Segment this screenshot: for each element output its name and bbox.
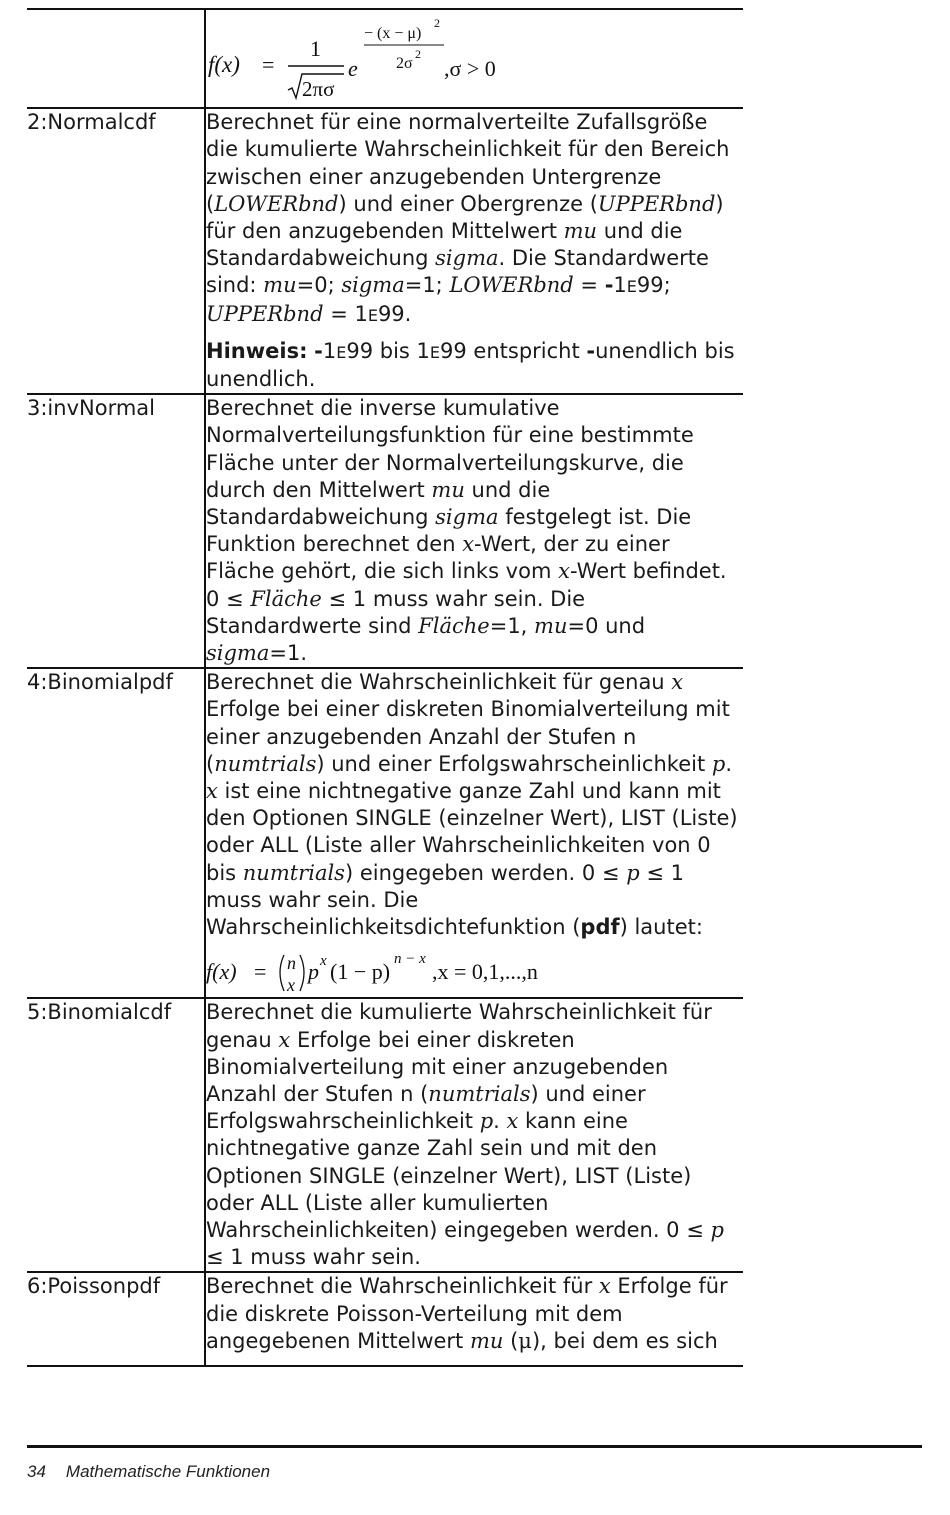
function-name-cell: 5:Binomialcdf bbox=[27, 998, 205, 1272]
description-cell bbox=[205, 998, 743, 1272]
note-paragraph: Hinweis: -1E99 bis 1E99 entspricht -unendlich bis unendlich. bbox=[206, 338, 735, 392]
formula-e: e bbox=[348, 56, 358, 81]
formula-exp-denominator: 2σ bbox=[396, 55, 413, 72]
page-footer bbox=[27, 1462, 270, 1482]
formula-tail: ,x = 0,1,...,n bbox=[432, 959, 538, 985]
chapter-title: Mathematische Funktionen bbox=[65, 1462, 271, 1481]
binom-bottom: x bbox=[287, 975, 295, 996]
table-row bbox=[27, 108, 743, 394]
formula-lhs: f(x) bbox=[206, 959, 237, 985]
table-row bbox=[27, 394, 743, 668]
table-row bbox=[27, 998, 743, 1272]
formula-eq: = bbox=[254, 959, 267, 985]
binom-top: n bbox=[287, 953, 296, 974]
function-name-cell bbox=[27, 9, 205, 108]
footer-rule bbox=[27, 1445, 922, 1448]
description-cell bbox=[205, 108, 743, 394]
function-description: Berechnet die inverse kumulative Normalverteilungsfunktion für eine bestimmte Fläche unter der Normalverteilungskurve, die durch den Mittelwert mu und die Standardabweichung sigma festgelegt ist. Die Funktion berechnet den x-Wert, der zu einer Fläche gehört, die sich links vom x-Wert befindet. 0 ≤ Fläche ≤ 1 muss wahr sein. Die Standardwerte sind Fläche=1, mu=0 und sigma=1. bbox=[206, 396, 727, 666]
description-cell bbox=[205, 668, 743, 998]
formula-condition: ,σ > 0 bbox=[444, 56, 496, 81]
function-name-cell: 4:Binomialpdf bbox=[27, 668, 205, 998]
table-row bbox=[27, 9, 743, 108]
description-cell bbox=[205, 394, 743, 668]
function-name-cell: 2:Normalcdf bbox=[27, 108, 205, 394]
formula-exp-numerator: − (x − μ) bbox=[364, 25, 422, 42]
function-name-cell: 6:Poissonpdf bbox=[27, 1272, 205, 1366]
function-name-cell: 3:invNormal bbox=[27, 394, 205, 668]
normal-pdf-formula bbox=[204, 14, 534, 100]
table-row bbox=[27, 668, 743, 998]
formula-exp-den-pow: 2 bbox=[415, 47, 421, 61]
formula-p-pow: x bbox=[320, 953, 327, 970]
formula-pow2: n − x bbox=[394, 951, 426, 968]
page-number: 34 bbox=[27, 1462, 46, 1481]
note-label: Hinweis: bbox=[206, 338, 308, 363]
formula-exp-pow: 2 bbox=[434, 16, 440, 30]
formula-one-minus-p: (1 − p) bbox=[330, 959, 391, 985]
description-cell bbox=[205, 1272, 743, 1366]
function-description: Berechnet die Wahrscheinlichkeit für x Erfolge für die diskrete Poisson-Verteilung mit dem angegebenen Mittelwert mu (μ), bei dem es sich bbox=[206, 1274, 728, 1353]
function-description: Berechnet für eine normalverteilte Zufallsgröße die kumulierte Wahrscheinlichkeit für den Bereich zwischen einer anzugebenden Untergrenze (LOWERbnd) und einer Obergrenze (UPPERbnd) für den anzugebenden Mittelwert mu und die Standardabweichung sigma. Die Standardwerte sind: mu=0; sigma=1; LOWERbnd = -1E99; UPPERbnd = 1E99. bbox=[206, 110, 730, 326]
function-description: Berechnet die Wahrscheinlichkeit für genau x Erfolge bei einer diskreten Binomialverteilung mit einer anzugebenden Anzahl der Stufen n (numtrials) und einer Erfolgswahrscheinlichkeit p. x ist eine nichtnegative ganze Zahl und kann mit den Optionen SINGLE (einzelner Wert), LIST (Liste) oder ALL (Liste aller Wahrscheinlichkeiten von 0 bis numtrials) eingegeben werden. 0 ≤ p ≤ 1 muss wahr sein. Die Wahrscheinlichkeitsdichtefunktion (pdf) lautet: bbox=[206, 670, 738, 940]
function-table bbox=[27, 8, 743, 1367]
formula-p: p bbox=[308, 959, 319, 985]
formula-numerator: 1 bbox=[310, 36, 321, 61]
binomial-pdf-formula bbox=[204, 945, 564, 997]
formula-denominator: 2πσ bbox=[302, 77, 335, 100]
formula-cell bbox=[205, 9, 743, 108]
formula-lhs: f(x) bbox=[208, 52, 240, 77]
function-description: Berechnet die kumulierte Wahrscheinlichkeit für genau x Erfolge bei einer diskreten Binomialverteilung mit einer anzugebenden Anzahl der Stufen n (numtrials) und einer Erfolgswahrscheinlichkeit p. x kann eine nichtnegative ganze Zahl sein und mit den Optionen SINGLE (einzelner Wert), LIST (Liste) oder ALL (Liste aller kumulierten Wahrscheinlichkeiten) eingegeben werden. 0 ≤ p ≤ 1 muss wahr sein. bbox=[206, 1000, 724, 1270]
table-row bbox=[27, 1272, 743, 1366]
formula-eq: = bbox=[262, 52, 275, 77]
